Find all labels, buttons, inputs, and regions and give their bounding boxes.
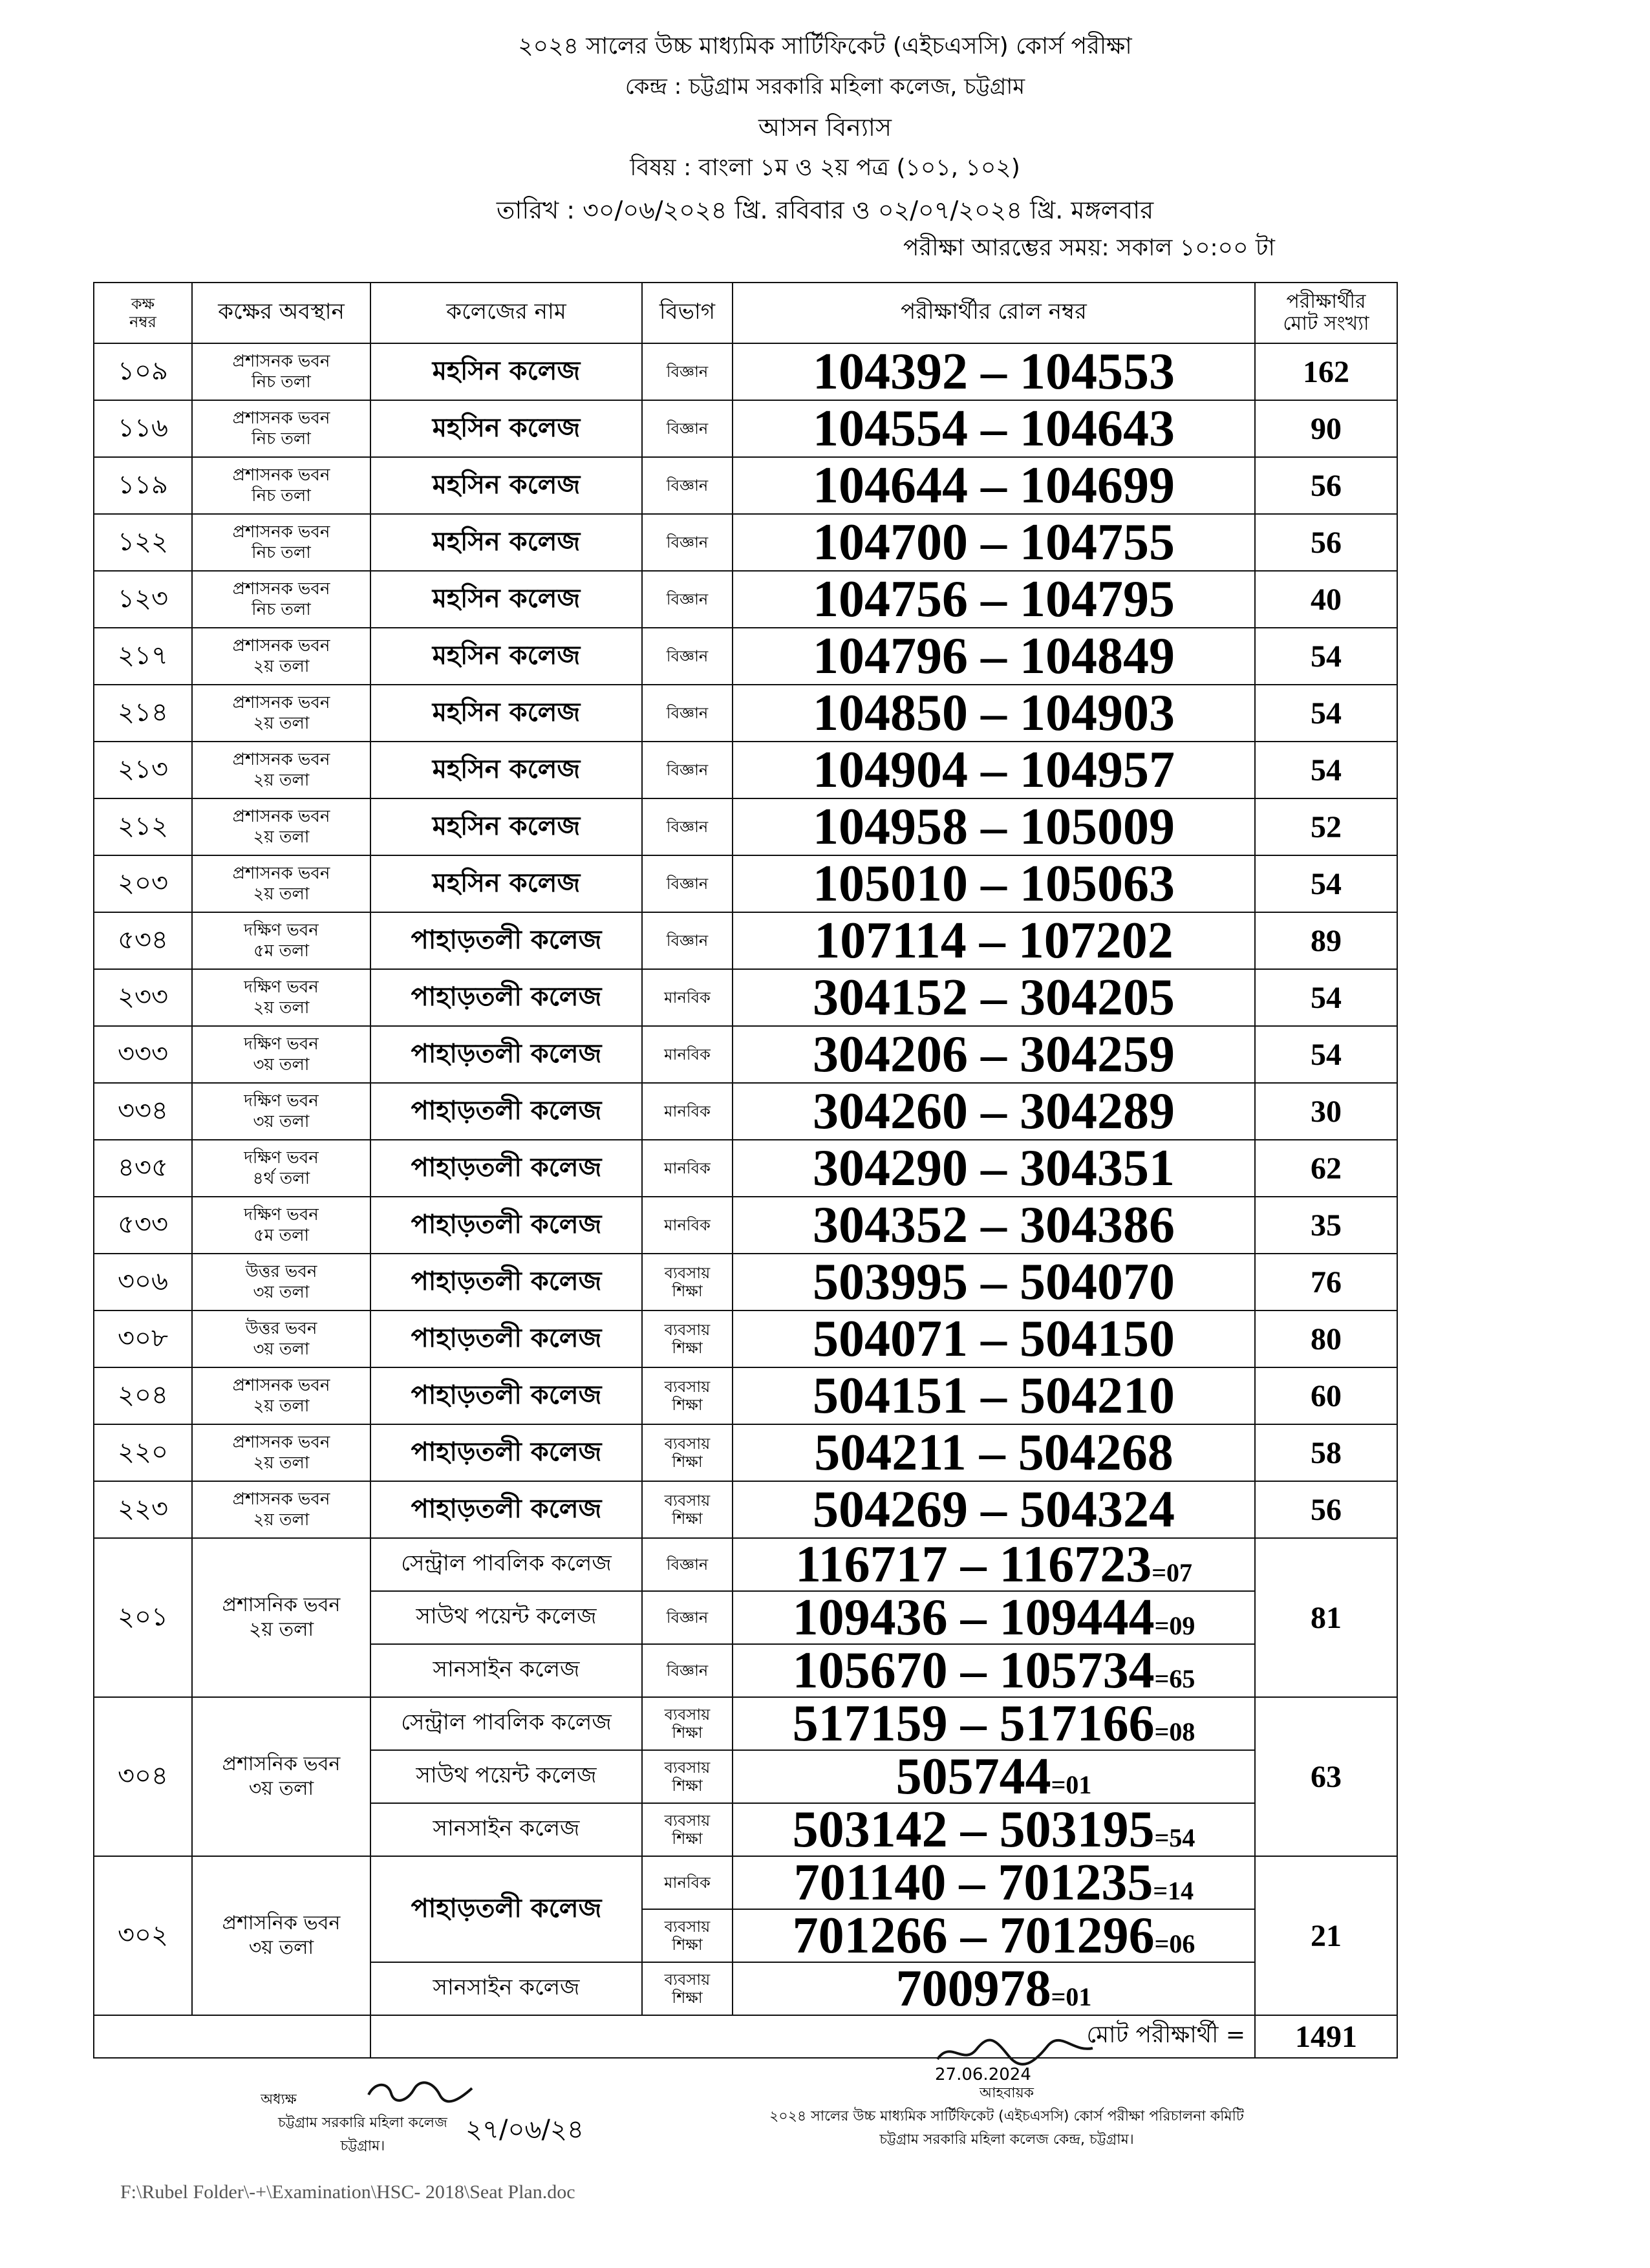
roll-range: 104644 – 104699 [733,457,1255,514]
department: বিজ্ঞান [642,457,733,514]
table-row [94,628,1397,685]
table-row [94,1367,1397,1424]
table-row [94,1481,1397,1538]
seat-plan-table [93,282,1398,2059]
college-name: পাহাড়তলী কলেজ [370,1481,642,1538]
department: মানবিক [642,1026,733,1083]
department: ব্যবসায় শিক্ষা [642,1697,733,1750]
examinee-count: 30 [1255,1083,1397,1140]
department: ব্যবসায় শিক্ষা [642,1750,733,1803]
room-number: ২১২ [94,798,192,855]
college-name: পাহাড়তলী কলেজ [370,1140,642,1197]
room-number: ১২৩ [94,571,192,628]
table-row [94,514,1397,571]
signature-right-line1: ২০২৪ সালের উচ্চ মাধ্যমিক সার্টিফিকেট (এইচএসসি) কোর্স পরীক্ষা পরিচালনা কমিটি [769,2108,1244,2124]
table-row [94,1140,1397,1197]
roll-range: 104700 – 104755 [733,514,1255,571]
room-location: প্রশাসনিক ভবন ২য় তলা [192,1538,370,1697]
college-name: মহসিন কলেজ [370,798,642,855]
department: বিজ্ঞান [642,628,733,685]
college-name: মহসিন কলেজ [370,685,642,742]
table-row [94,457,1397,514]
room-location: প্রশাসনক ভবন নিচ তলা [192,343,370,400]
department: বিজ্ঞান [642,1644,733,1697]
room-location: প্রশাসনক ভবন ২য় তলা [192,798,370,855]
room-location: প্রশাসনক ভবন ২য় তলা [192,1481,370,1538]
examinee-count: 52 [1255,798,1397,855]
department: বিজ্ঞান [642,400,733,457]
room-location: প্রশাসনক ভবন ২য় তলা [192,742,370,798]
table-row [94,798,1397,855]
department: ব্যবসায় শিক্ষা [642,1909,733,1962]
roll-range: 104850 – 104903 [733,685,1255,742]
department: বিজ্ঞান [642,855,733,912]
room-number: ২০৪ [94,1367,192,1424]
room-number: ৩৩৩ [94,1026,192,1083]
college-name: পাহাড়তলী কলেজ [370,1083,642,1140]
college-name: সাউথ পয়েন্ট কলেজ [370,1591,642,1644]
exam-dates: তারিখ : ৩০/০৬/২০২৪ খ্রি. রবিবার ও ০২/০৭/২০২৪ খ্রি. মঙ্গলবার [496,196,1154,224]
table-row [94,969,1397,1026]
college-name: পাহাড়তলী কলেজ [370,1026,642,1083]
college-name: মহসিন কলেজ [370,855,642,912]
table-row [94,571,1397,628]
table-row [94,742,1397,798]
roll-range: 304206 – 304259 [733,1026,1255,1083]
table-row [94,400,1397,457]
room-number: ৪৩৫ [94,1140,192,1197]
roll-range: 701140 – 701235=14 [733,1856,1255,1909]
department: ব্যবসায় শিক্ষা [642,1424,733,1481]
exam-subject: বিষয় : বাংলা ১ম ও ২য় পত্র (১০১, ১০২) [630,155,1020,181]
department: মানবিক [642,1856,733,1909]
header-roll: পরীক্ষার্থীর রোল নম্বর [733,283,1255,343]
signature-left-date: ২৭/০৬/২৪ [466,2115,584,2145]
table-row [94,1083,1397,1140]
college-name: সানসাইন কলেজ [370,1644,642,1697]
room-location: উত্তর ভবন ৩য় তলা [192,1311,370,1367]
room-location: প্রশাসনক ভবন ২য় তলা [192,685,370,742]
roll-range: 304260 – 304289 [733,1083,1255,1140]
room-number: ১০৯ [94,343,192,400]
examinee-count: 56 [1255,457,1397,514]
roll-range: 116717 – 116723=07 [733,1538,1255,1591]
examinee-count: 54 [1255,1026,1397,1083]
file-path: F:\Rubel Folder\-+\Examination\HSC- 2018\Seat Plan.doc [120,2181,575,2203]
room-number: ৫৩৪ [94,912,192,969]
room-number: ৩৩৪ [94,1083,192,1140]
room-location: দক্ষিণ ভবন ৩য় তলা [192,1083,370,1140]
department: মানবিক [642,1083,733,1140]
college-name: মহসিন কলেজ [370,628,642,685]
signature-right-mark [931,2037,1099,2069]
table-row [94,343,1397,400]
roll-range: 700978=01 [733,1962,1255,2015]
college-name: মহসিন কলেজ [370,343,642,400]
department: মানবিক [642,969,733,1026]
room-number: ৩০৬ [94,1254,192,1311]
department: বিজ্ঞান [642,343,733,400]
college-name: পাহাড়তলী কলেজ [370,1856,642,1962]
table-row [94,1254,1397,1311]
college-name: পাহাড়তলী কলেজ [370,1311,642,1367]
room-number: ২৩৩ [94,969,192,1026]
college-name: মহসিন কলেজ [370,742,642,798]
college-name: সেন্ট্রাল পাবলিক কলেজ [370,1697,642,1750]
room-location: প্রশাসনিক ভবন ৩য় তলা [192,1856,370,2015]
department: ব্যবসায় শিক্ষা [642,1311,733,1367]
exam-start-time: পরীক্ষা আরম্ভের সময়: সকাল ১০:০০ টা [903,235,1275,261]
room-location: দক্ষিণ ভবন ৫ম তলা [192,912,370,969]
examinee-count: 63 [1255,1697,1397,1856]
roll-range: 104904 – 104957 [733,742,1255,798]
header-college: কলেজের নাম [370,283,642,343]
exam-title: ২০২৪ সালের উচ্চ মাধ্যমিক সার্টিফিকেট (এইচএসসি) কোর্স পরীক্ষা [518,33,1132,59]
examinee-count: 54 [1255,855,1397,912]
room-number: ৩০২ [94,1856,192,2015]
roll-range: 109436 – 109444=09 [733,1591,1255,1644]
department: বিজ্ঞান [642,1591,733,1644]
roll-range: 505744=01 [733,1750,1255,1803]
examinee-count: 89 [1255,912,1397,969]
department: ব্যবসায় শিক্ষা [642,1254,733,1311]
department: ব্যবসায় শিক্ষা [642,1367,733,1424]
college-name: মহসিন কলেজ [370,571,642,628]
roll-range: 104756 – 104795 [733,571,1255,628]
signature-right-title: আহবায়ক [979,2085,1034,2101]
signature-left-title: অধ্যক্ষ [261,2091,297,2108]
room-location: প্রশাসনক ভবন ২য় তলা [192,628,370,685]
college-name: পাহাড়তলী কলেজ [370,1197,642,1254]
department: বিজ্ঞান [642,685,733,742]
signature-left-block [261,2088,447,2158]
examinee-count: 54 [1255,742,1397,798]
room-location: প্রশাসনক ভবন নিচ তলা [192,514,370,571]
examinee-count: 80 [1255,1311,1397,1367]
roll-range: 504071 – 504150 [733,1311,1255,1367]
table-header-row [94,283,1397,343]
college-name: মহসিন কলেজ [370,400,642,457]
department: বিজ্ঞান [642,1538,733,1591]
examinee-count: 54 [1255,969,1397,1026]
header-location: কক্ষের অবস্থান [192,283,370,343]
roll-range: 104392 – 104553 [733,343,1255,400]
examinee-count: 90 [1255,400,1397,457]
examinee-count: 81 [1255,1538,1397,1697]
roll-range: 504269 – 504324 [733,1481,1255,1538]
room-location: প্রশাসনক ভবন নিচ তলা [192,400,370,457]
signature-right-line2: চট্টগ্রাম সরকারি মহিলা কলেজ কেন্দ্র, চট্টগ্রাম। [879,2132,1134,2148]
table-row [94,1697,1397,1750]
roll-range: 105010 – 105063 [733,855,1255,912]
room-number: ৩০৮ [94,1311,192,1367]
roll-range: 104554 – 104643 [733,400,1255,457]
header-total: পরীক্ষার্থীর মোট সংখ্যা [1255,283,1397,343]
roll-range: 304352 – 304386 [733,1197,1255,1254]
room-location: দক্ষিণ ভবন ৪র্থ তলা [192,1140,370,1197]
room-number: ২১৭ [94,628,192,685]
college-name: মহসিন কলেজ [370,457,642,514]
examinee-count: 60 [1255,1367,1397,1424]
table-row [94,1538,1397,1591]
room-number: ২২৩ [94,1481,192,1538]
department: ব্যবসায় শিক্ষা [642,1962,733,2015]
department: ব্যবসায় শিক্ষা [642,1481,733,1538]
room-number: ৫৩৩ [94,1197,192,1254]
table-row [94,1311,1397,1367]
examinee-count: 54 [1255,628,1397,685]
college-name: সানসাইন কলেজ [370,1803,642,1856]
department: বিজ্ঞান [642,742,733,798]
room-number: ২১৩ [94,742,192,798]
room-location: দক্ষিণ ভবন ৫ম তলা [192,1197,370,1254]
room-number: ২১৪ [94,685,192,742]
examinee-count: 54 [1255,685,1397,742]
room-number: ১১৬ [94,400,192,457]
table-row [94,1856,1397,1909]
examinee-count: 162 [1255,343,1397,400]
exam-center: কেন্দ্র : চট্টগ্রাম সরকারি মহিলা কলেজ, চট্টগ্রাম [625,74,1025,100]
department: বিজ্ঞান [642,571,733,628]
room-number: ১২২ [94,514,192,571]
examinee-count: 62 [1255,1140,1397,1197]
room-number: ২০৩ [94,855,192,912]
roll-range: 107114 – 107202 [733,912,1255,969]
examinee-count: 76 [1255,1254,1397,1311]
roll-range: 304290 – 304351 [733,1140,1255,1197]
roll-range: 503995 – 504070 [733,1254,1255,1311]
room-location: প্রশাসনক ভবন ২য় তলা [192,1367,370,1424]
department: বিজ্ঞান [642,912,733,969]
examinee-count: 21 [1255,1856,1397,2015]
signature-right-date: 27.06.2024 [935,2065,1031,2084]
room-location: দক্ষিণ ভবন ২য় তলা [192,969,370,1026]
room-location: প্রশাসনিক ভবন ৩য় তলা [192,1697,370,1856]
college-name: সেন্ট্রাল পাবলিক কলেজ [370,1538,642,1591]
document-title: আসন বিন্যাস [758,113,892,142]
total-row-spacer [94,2015,370,2058]
college-name: পাহাড়তলী কলেজ [370,1424,642,1481]
room-number: ১১৯ [94,457,192,514]
examinee-count: 58 [1255,1424,1397,1481]
room-location: প্রশাসনক ভবন নিচ তলা [192,571,370,628]
signature-left-line1: চট্টগ্রাম সরকারি মহিলা কলেজ [278,2115,447,2131]
room-location: উত্তর ভবন ৩য় তলা [192,1254,370,1311]
department: মানবিক [642,1197,733,1254]
table-row [94,855,1397,912]
roll-range: 503142 – 503195=54 [733,1803,1255,1856]
department: মানবিক [642,1140,733,1197]
college-name: পাহাড়তলী কলেজ [370,1367,642,1424]
roll-range: 701266 – 701296=06 [733,1909,1255,1962]
roll-range: 104958 – 105009 [733,798,1255,855]
header-room: কক্ষ নম্বর [94,283,192,343]
roll-range: 517159 – 517166=08 [733,1697,1255,1750]
grand-total: 1491 [1255,2015,1397,2058]
roll-range: 104796 – 104849 [733,628,1255,685]
college-name: পাহাড়তলী কলেজ [370,1254,642,1311]
table-row [94,912,1397,969]
room-number: ২২০ [94,1424,192,1481]
college-name: সানসাইন কলেজ [370,1962,642,2015]
room-number: ২০১ [94,1538,192,1697]
college-name: মহসিন কলেজ [370,514,642,571]
signature-right-block [769,2082,1244,2152]
table-row [94,1424,1397,1481]
examinee-count: 35 [1255,1197,1397,1254]
total-label: মোট পরীক্ষার্থী = [370,2015,1255,2058]
header-dept: বিভাগ [642,283,733,343]
room-location: প্রশাসনক ভবন ২য় তলা [192,855,370,912]
college-name: পাহাড়তলী কলেজ [370,912,642,969]
department: ব্যবসায় শিক্ষা [642,1803,733,1856]
college-name: পাহাড়তলী কলেজ [370,969,642,1026]
table-row [94,1197,1397,1254]
department: বিজ্ঞান [642,798,733,855]
room-location: প্রশাসনক ভবন ২য় তলা [192,1424,370,1481]
total-row [94,2015,1397,2058]
department: বিজ্ঞান [642,514,733,571]
examinee-count: 40 [1255,571,1397,628]
table-row [94,685,1397,742]
examinee-count: 56 [1255,514,1397,571]
examinee-count: 56 [1255,1481,1397,1538]
roll-range: 304152 – 304205 [733,969,1255,1026]
room-number: ৩০৪ [94,1697,192,1856]
room-location: প্রশাসনক ভবন নিচ তলা [192,457,370,514]
roll-range: 105670 – 105734=65 [733,1644,1255,1697]
college-name: সাউথ পয়েন্ট কলেজ [370,1750,642,1803]
signature-left-line2: চট্টগ্রাম। [340,2138,385,2154]
roll-range: 504151 – 504210 [733,1367,1255,1424]
table-row [94,1026,1397,1083]
room-location: দক্ষিণ ভবন ৩য় তলা [192,1026,370,1083]
roll-range: 504211 – 504268 [733,1424,1255,1481]
